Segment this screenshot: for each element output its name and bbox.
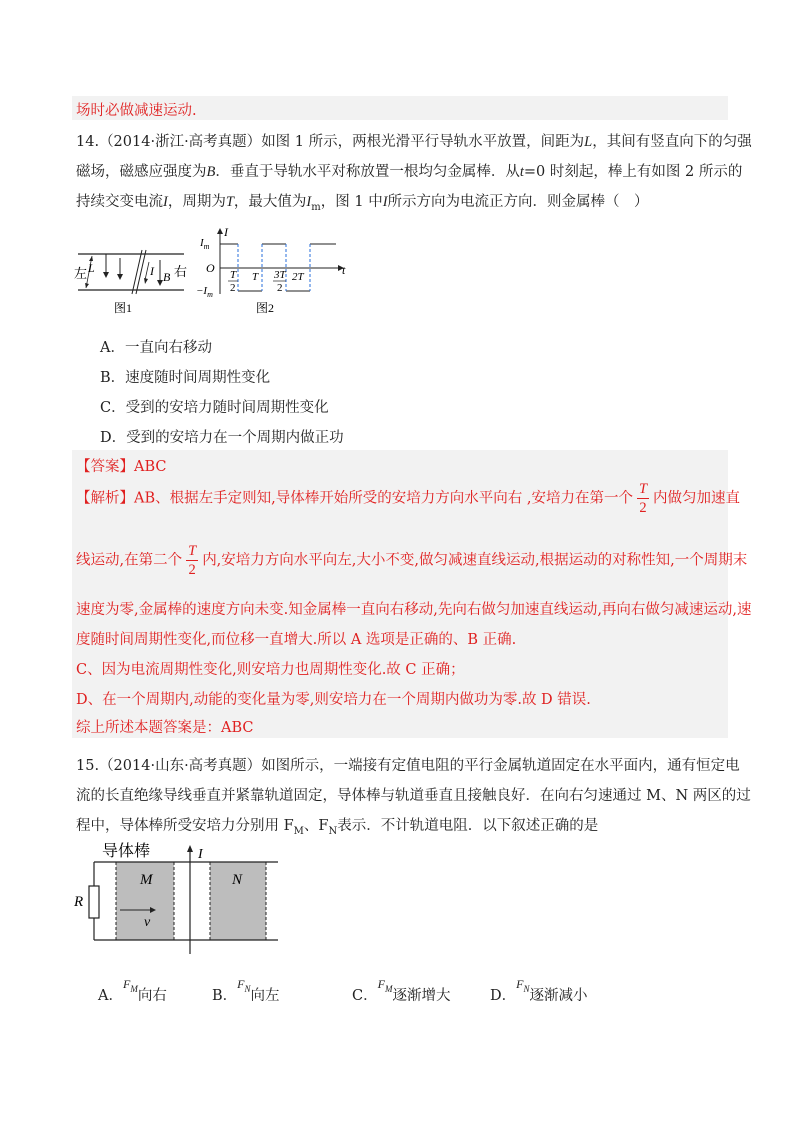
- q15-option-b[interactable]: B．$F_N$向左: [212, 977, 280, 1004]
- velocity-label: v: [144, 915, 151, 930]
- prev-answer-tail: 场时必做减速运动.: [76, 103, 197, 119]
- fig1-right-label: 右: [174, 264, 188, 279]
- rod-label: 导体棒: [102, 843, 151, 860]
- q14-figure-2: [196, 224, 352, 318]
- q15-stem-line3: 程中，导体棒所受安培力分别用 $F_M$、$F_N$表示．不计轨道电阻．以下叙述正确的是: [76, 818, 599, 837]
- wire-current-label: I: [198, 847, 203, 862]
- q14-option-b[interactable]: B．速度随时间周期性变化: [100, 370, 271, 386]
- fraction-T-over-2: $\frac{T}{2}$: [638, 481, 648, 516]
- fig2-Im-label: $I_m$: [200, 237, 210, 251]
- q14-option-d[interactable]: D．受到的安培力在一个周期内做正功: [100, 430, 344, 446]
- q14-analysis-line2: 线运动,在第二个 $\frac{T}{2}$ 内,安培力方向水平向左,大小不变,做匀减速直线运动,根据运动的对称性知,一个周期末: [76, 543, 748, 578]
- resistor-label: R: [74, 894, 84, 910]
- region-M-label: M: [140, 872, 153, 888]
- fig2-tick-2T: 2T: [292, 271, 304, 283]
- svg-text:2: 2: [230, 282, 236, 294]
- q14-analysis-line5: C、因为电流周期性变化,则安培力也周期性变化.故 C 正确；: [76, 662, 465, 678]
- fig2-tick-T: T: [252, 271, 259, 283]
- fig2-origin: O: [206, 261, 215, 275]
- q15-option-c[interactable]: C．$F_M$逐渐增大: [352, 977, 451, 1004]
- q14-figure-1: [74, 232, 192, 316]
- q14-analysis-line6: D、在一个周期内,动能的变化量为零,则安培力在一个周期内做功为零.故 D 错误.: [76, 692, 591, 708]
- fraction-T-over-2: $\frac{T}{2}$: [188, 543, 197, 578]
- q14-answer: 【答案】ABC: [76, 459, 167, 475]
- q15-stem-line1: 15.（2014·山东·高考真题）如图所示，一端接有定值电阻的平行金属轨道固定在水平面内，通有恒定电: [76, 758, 740, 774]
- q15-number: 15.: [76, 758, 100, 774]
- fig2-I-axis: I: [224, 225, 228, 239]
- region-N-label: N: [232, 872, 243, 888]
- q14-stem-line1: 14.（2014·浙江·高考真题）如图 1 所示，两根光滑平行导轨水平放置，间距为L，其间有竖直向下的匀强: [76, 134, 752, 150]
- q14-stem-line2: 磁场，磁感应强度为B．垂直于导轨水平对称放置一根均匀金属棒．从t=0 时刻起，棒上有如图 2 所示的: [76, 164, 743, 180]
- fig1-left-label: 左: [74, 266, 88, 281]
- fig1-I-label: I: [150, 264, 154, 278]
- q15-stem-line2: 流的长直绝缘导线垂直并紧靠轨道固定，导体棒与轨道垂直且接触良好．在向右匀速通过 M、N 两区的过: [76, 788, 751, 804]
- q14-analysis-line3: 速度为零,金属棒的速度方向未变.知金属棒一直向右移动,先向右做匀加速直线运动,再向右做匀减速运动,速: [76, 602, 752, 618]
- svg-text:2: 2: [277, 282, 283, 294]
- q15-option-d[interactable]: D．$F_N$逐渐减小: [490, 977, 588, 1004]
- q15-option-a[interactable]: A．$F_M$向右: [98, 977, 167, 1004]
- q14-analysis-summary: 综上所述本题答案是：ABC: [76, 720, 254, 736]
- q14-stem-line3: 持续交变电流I，周期为T，最大值为$I_m$，图 1 中I所示方向为电流正方向．则金属棒（ ）: [76, 194, 649, 213]
- fig2-tick-half-T: T: [230, 269, 237, 281]
- fig1-L-label: L: [88, 261, 95, 275]
- q14-option-a[interactable]: A．一直向右移动: [100, 340, 212, 356]
- fig2-tick-3T2: 3T: [274, 269, 286, 281]
- q14-analysis-line4: 度随时间周期性变化,而位移一直增大.所以 A 选项是正确的、B 正确.: [76, 632, 517, 648]
- fig2-neg-Im: $-I_m$: [196, 285, 213, 299]
- fig1-B-label: B: [163, 270, 171, 284]
- q14-option-c[interactable]: C．受到的安培力随时间周期性变化: [100, 400, 329, 416]
- fig2-t-axis: t: [342, 263, 346, 277]
- q14-source: （2014·浙江·高考真题）: [99, 134, 262, 150]
- q14-analysis-line1: 【解析】AB、根据左手定则知,导体棒开始所受的安培力方向水平向右 ,安培力在第一个 $\frac{T}{2}$ 内做匀加速直: [76, 481, 741, 516]
- q15-source: （2014·山东·高考真题）: [99, 758, 262, 774]
- q14-number: 14.: [76, 134, 100, 150]
- fig2-caption: 图2: [256, 301, 275, 315]
- q15-figure: [72, 842, 282, 962]
- resistor-R: [89, 886, 99, 918]
- fig1-caption: 图1: [114, 301, 133, 315]
